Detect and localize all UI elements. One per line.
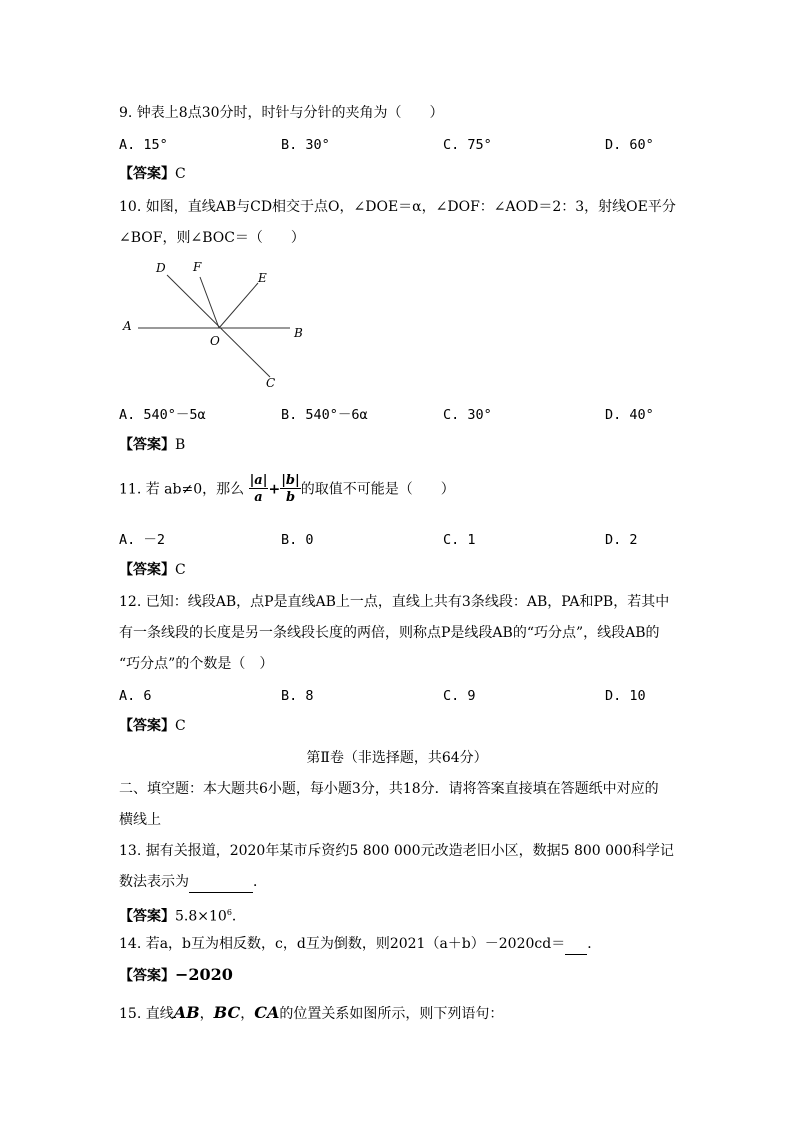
answer-label: 【答案】 bbox=[119, 718, 175, 734]
answer-value: C bbox=[175, 718, 186, 734]
q13-stem-end: ． bbox=[253, 874, 267, 890]
label-a: A bbox=[123, 319, 132, 333]
answer-value: C bbox=[175, 562, 186, 578]
q11-option-b: B. 0 bbox=[281, 532, 314, 548]
separator: ， bbox=[240, 1006, 255, 1022]
q11-stem-suffix: 的取值不可能是（ ） bbox=[300, 481, 455, 498]
q9-option-c: C. 75° bbox=[443, 137, 492, 153]
q11-option-a: A. －2 bbox=[119, 532, 166, 548]
frac1-numerator: |a| bbox=[249, 473, 268, 488]
ray-of bbox=[200, 277, 219, 328]
q12-option-b: B. 8 bbox=[281, 688, 314, 704]
q14-stem bbox=[119, 934, 601, 955]
q14-stem-end: ． bbox=[587, 936, 602, 952]
answer-label: 【答案】 bbox=[119, 166, 175, 182]
q13-stem-line1: 13. 据有关报道，2020年某市斥资约5 800 000元改造老旧小区，数据5 800 000科学记 bbox=[119, 843, 674, 859]
q13-stem-text: 数法表示为 bbox=[119, 874, 189, 890]
q13-stem-line2 bbox=[119, 872, 267, 893]
q9-answer bbox=[119, 164, 186, 184]
q14-answer bbox=[119, 965, 233, 986]
label-f: F bbox=[193, 260, 202, 274]
line-ab-symbol: AB bbox=[173, 1003, 200, 1022]
q15-stem-suffix: 的位置关系如图所示，则下列语句： bbox=[279, 1006, 504, 1022]
section2-title: 第Ⅱ卷（非选择题，共64分） bbox=[306, 750, 488, 766]
section2-intro-line2: 横线上 bbox=[119, 812, 161, 828]
answer-value: −2020 bbox=[175, 965, 233, 984]
q14-stem-text: 14. 若a，b互为相反数，c，d互为倒数，则2021（a＋b）－2020cd＝ bbox=[119, 936, 566, 952]
frac2-denominator: b bbox=[285, 490, 296, 505]
q10-answer bbox=[119, 435, 185, 455]
answer-label: 【答案】 bbox=[119, 968, 175, 984]
q12-stem-line2: 有一条线段的长度是另一条线段长度的两倍，则称点P是线段AB的“巧分点”，线段AB的 bbox=[119, 625, 660, 641]
fraction-abs-a-over-a bbox=[249, 474, 269, 505]
q12-option-d: D. 10 bbox=[605, 688, 646, 704]
q12-stem-line1: 12. 已知：线段AB，点P是直线AB上一点，直线上共有3条线段：AB，PA和PB，若其中 bbox=[119, 594, 670, 610]
q15-stem-prefix: 15. 直线 bbox=[119, 1006, 174, 1022]
q15-stem bbox=[119, 1003, 503, 1024]
q11-stem-prefix: 11. 若 ab≠0，那么 bbox=[119, 481, 245, 498]
label-o: O bbox=[210, 334, 220, 348]
fraction-abs-b-over-b bbox=[280, 474, 301, 505]
q11-answer bbox=[119, 560, 186, 580]
label-e: E bbox=[258, 271, 267, 285]
q9-option-a: A. 15° bbox=[119, 137, 168, 153]
answer-label: 【答案】 bbox=[119, 562, 175, 578]
answer-value: C bbox=[175, 166, 186, 182]
q10-stem-line1: 10. 如图，直线AB与CD相交于点O，∠DOE＝α，∠DOF：∠AOD＝2：3，射线OE平分 bbox=[119, 199, 676, 215]
ray-oe bbox=[219, 283, 258, 328]
frac2-numerator: |b| bbox=[281, 473, 300, 488]
q10-stem-line2: ∠BOF，则∠BOC＝（ ） bbox=[119, 230, 305, 246]
section2-intro-line1: 二、填空题：本大题共6小题，每小题3分，共18分．请将答案直接填在答题纸中对应的 bbox=[119, 781, 659, 797]
answer-value: B bbox=[175, 437, 186, 453]
q10-option-c: C. 30° bbox=[443, 407, 492, 423]
label-c: C bbox=[266, 376, 276, 390]
q11-option-d: D. 2 bbox=[605, 532, 638, 548]
answer-blank bbox=[189, 872, 253, 893]
separator: ， bbox=[199, 1006, 214, 1022]
q12-option-c: C. 9 bbox=[443, 688, 476, 704]
answer-blank bbox=[565, 934, 587, 955]
q9-option-b: B. 30° bbox=[281, 137, 330, 153]
label-b: B bbox=[294, 326, 303, 340]
plus-sign: + bbox=[268, 481, 281, 498]
q11-stem bbox=[119, 474, 455, 505]
q12-option-a: A. 6 bbox=[119, 688, 152, 704]
q9-stem: 9. 钟表上8点30分时，时针与分针的夹角为（ ） bbox=[119, 105, 444, 121]
q10-option-b: B. 540°－6α bbox=[281, 407, 368, 423]
q11-option-c: C. 1 bbox=[443, 532, 476, 548]
label-d: D bbox=[156, 261, 166, 275]
answer-value: 5.8×10 bbox=[175, 908, 227, 925]
answer-label: 【答案】 bbox=[119, 437, 175, 453]
answer-label: 【答案】 bbox=[119, 908, 175, 925]
answer-exponent: 6 bbox=[226, 908, 232, 917]
line-ca-symbol: CA bbox=[254, 1003, 280, 1022]
q12-stem-line3: “巧分点”的个数是（ ） bbox=[119, 656, 274, 672]
answer-end: ． bbox=[231, 908, 246, 925]
q10-option-a: A. 540°－5α bbox=[119, 407, 206, 423]
q10-option-d: D. 40° bbox=[605, 407, 654, 423]
q12-answer bbox=[119, 716, 186, 736]
q9-option-d: D. 60° bbox=[605, 137, 654, 153]
frac1-denominator: a bbox=[254, 490, 263, 505]
q13-answer bbox=[119, 903, 246, 927]
line-bc-symbol: BC bbox=[213, 1003, 241, 1022]
q10-figure bbox=[115, 255, 315, 395]
